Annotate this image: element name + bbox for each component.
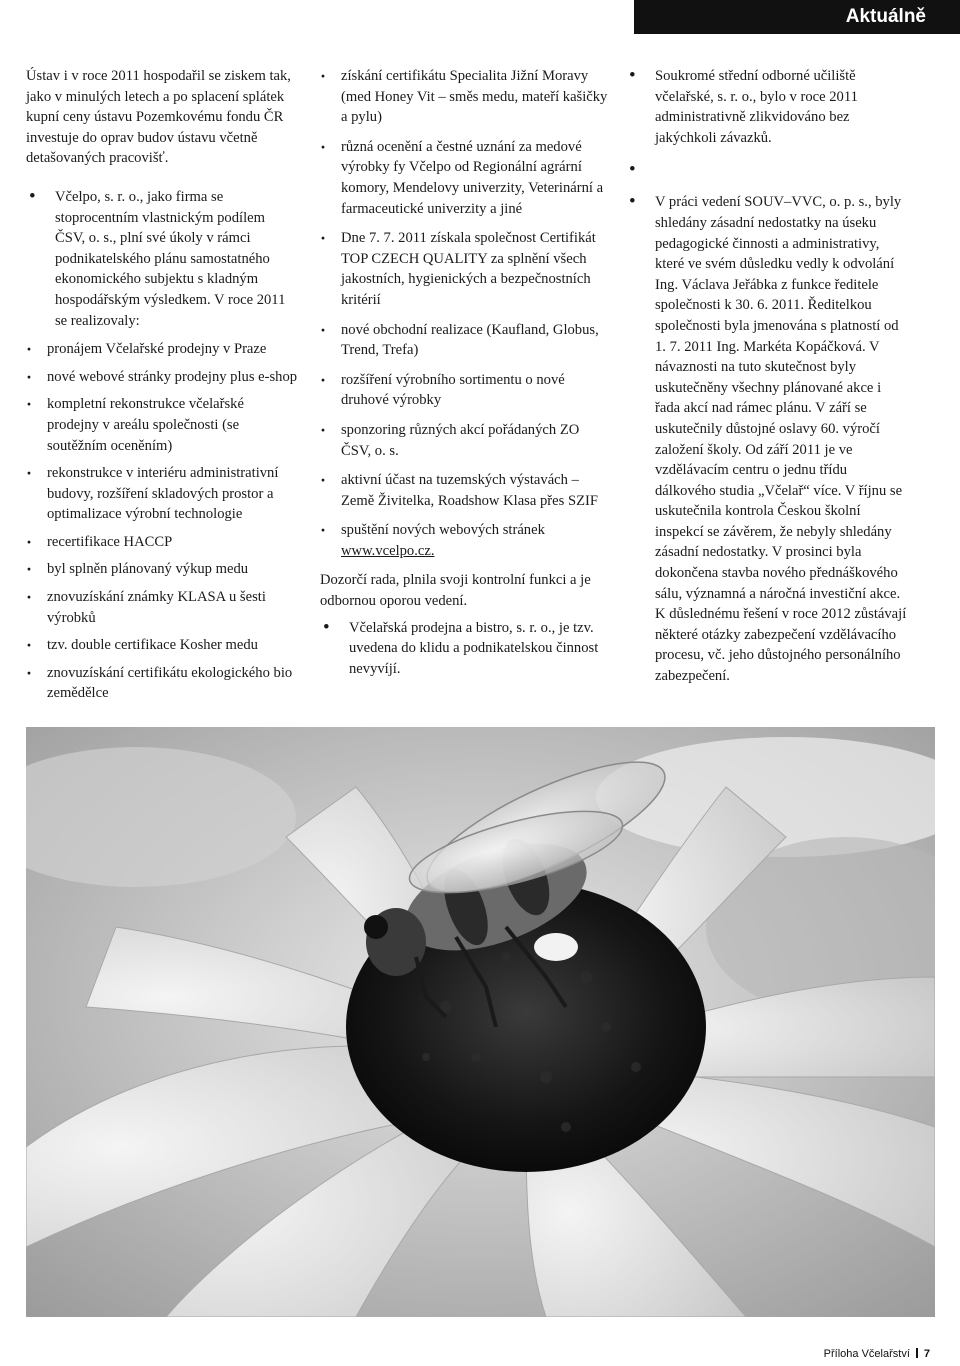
bullet-empty (626, 160, 908, 180)
list-item: · znovuzískání známky KLASA u šesti výrobků (26, 587, 298, 628)
list-item: · nové webové stránky prodejny plus e-shop (26, 367, 298, 388)
list-item: · tzv. double certifikace Kosher medu (26, 635, 298, 656)
bullet-school-liquidation: • Soukromé střední odborné učiliště včelařské, s. r. o., bylo v roce 2011 administrativně zlikvidováno bez jakýchkoli závazků. (626, 66, 908, 148)
list-item: · nové obchodní realizace (Kaufland, Globus, Trend, Trefa) (320, 320, 610, 361)
page-footer (824, 1348, 930, 1360)
photo-illustration (26, 727, 935, 1317)
bullet-list (626, 66, 908, 687)
list-item: · rekonstrukce v interiéru administrativní budovy, rozšíření skladových prostor a optimalizace výrobní technologie (26, 463, 298, 525)
council-paragraph: Dozorčí rada, plnila svoji kontrolní funkci a je odbornou oporou vedení. (320, 572, 591, 610)
bullet-list (320, 618, 610, 680)
column-3 (626, 66, 908, 699)
list-item: · různá ocenění a čestné uznání za medové výrobky fy Včelpo od Regionální agrární komory, Mendelovy univerzity, Veterinární a farmaceutické univerzity a jiné (320, 137, 610, 219)
list-item-text: spuštění nových webových stránek (341, 522, 545, 539)
bullet-bistro: • Včelařská prodejna a bistro, s. r. o., je tzv. uvedena do klidu a podnikatelskou činnost nevyvíjí. (320, 618, 610, 680)
publication-name: Příloha Včelařství (823, 1348, 910, 1360)
website-link[interactable]: www.vcelpo.cz. (341, 542, 435, 559)
bee-on-flower-photo (26, 727, 935, 1317)
list-item: · aktivní účast na tuzemských výstavách – Země Živitelka, Roadshow Klasa přes SZIF (320, 470, 610, 511)
footer-separator (916, 1348, 918, 1358)
list-item: · získání certifikátu Specialita Jižní Moravy (med Honey Vit – směs medu, mateří kašičky a pylu) (320, 66, 610, 128)
list-item: · kompletní rekonstrukce včelařské prodejny v areálu společnosti (se soutěžním oceněním) (26, 394, 298, 456)
bullet-souv-vvc: • V práci vedení SOUV–VVC, o. p. s., byly shledány zásadní nedostatky na úseku pedagogické činnosti a administrativy, které ve svém důsledku vedly k odvolání Ing. Václava Jeřábka z funkce ředitele společnosti k 30. 6. 2011. Ředitelkou společnosti byla jmenována s platností od 1. 7. 2011 Ing. Markéta Kopáčková. V návaznosti na tuto skutečnost byly uskutečněny všechny plánované akce i řada akcí nad rámec plánu. V září se uskutečnily důstojné oslavy 60. výročí založení školy. Od září 2011 je ve vzdělávacím centru o jednu třídu dálkového studia „Včelař“ více. V říjnu se uskutečnila kontrola Českou školní inspekcí se závěrem, že nebyly shledány zásadní nedostatky. V prosinci byla dokončena stavba nového přednáškového sálu, významná a náročná investiční akce. K důslednému řešení v roce 2012 zůstávají některé otázky zabezpečení vzdělávacího procesu, vč. jeho důstojného personálního zabezpečení. (626, 192, 908, 686)
list-item: · znovuzískání certifikátu ekologického bio zemědělce (26, 663, 298, 704)
list-item-website (320, 520, 610, 561)
intro-paragraph: Ústav i v roce 2011 hospodařil se ziskem tak, jako v minulých letech a po splacení splátek kupní ceny ústavu Pozemkovému fondu ČR investuje do oprav budov ústavu včetně detašovaných pracovišť. (26, 68, 291, 167)
list-item: · byl splněn plánovaný výkup medu (26, 559, 298, 580)
column-2 (320, 66, 610, 698)
list-item: · sponzoring různých akcí pořádaných ZO ČSV, o. s. (320, 420, 610, 461)
section-tag: Aktuálně (634, 0, 960, 34)
page-number: 7 (923, 1348, 930, 1360)
achievements-list-continued (320, 66, 610, 561)
list-item: · rozšíření výrobního sortimentu o nové druhové výrobky (320, 370, 610, 411)
achievements-list (26, 339, 298, 704)
list-item: · recertifikace HACCP (26, 532, 298, 553)
column-1 (26, 66, 298, 711)
bullet-vcelpo: • Včelpo, s. r. o., jako firma se stoprocentním vlastnickým podílem ČSV, o. s., plní své úkoly v rámci podnikatelského plánu samostatného ekonomického subjektu s kladným hospodářským výsledkem. V roce 2011 se realizovaly: (26, 187, 298, 331)
list-item: · Dne 7. 7. 2011 získala společnost Certifikát TOP CZECH QUALITY za splnění všech jakostních, hygienických a bezpečnostních kritérií (320, 228, 610, 310)
bullet-list (26, 187, 298, 331)
list-item: · pronájem Včelařské prodejny v Praze (26, 339, 298, 360)
